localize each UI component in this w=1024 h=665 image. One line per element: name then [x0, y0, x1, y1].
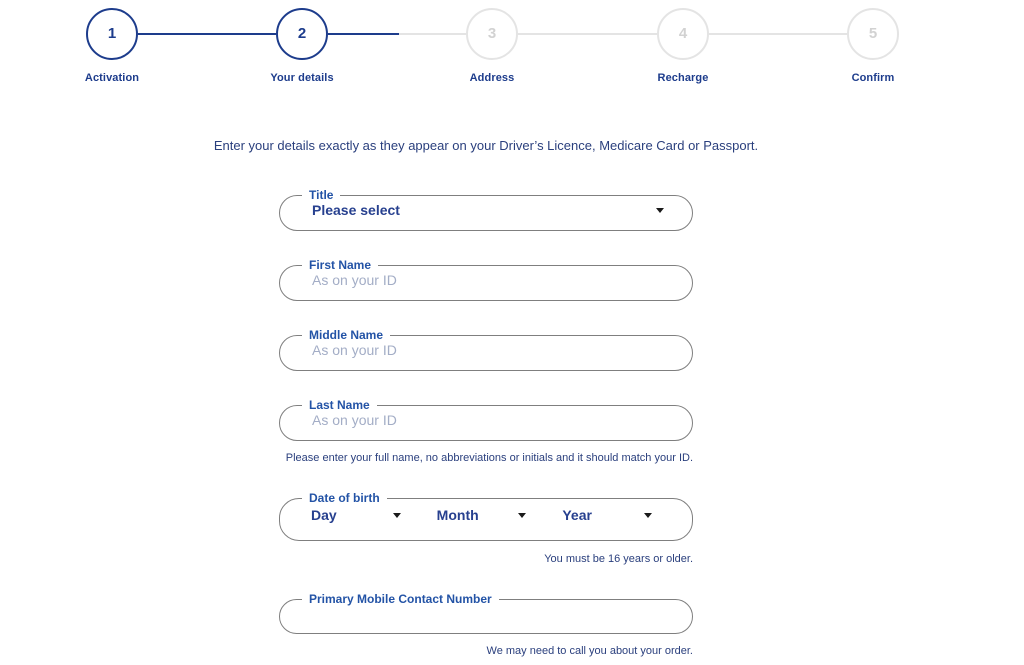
step-3-label: Address — [469, 72, 515, 84]
middle-name-input[interactable] — [312, 342, 664, 358]
first-name-input[interactable] — [312, 272, 664, 288]
intro-text: Enter your details exactly as they appear on your Driver’s Licence, Medicare Card or Passport. — [213, 138, 759, 153]
dob-day-value: Day — [311, 507, 337, 523]
call-note: We may need to call you about your order. — [486, 645, 693, 657]
title-field — [279, 189, 693, 231]
step-activation — [57, 8, 167, 84]
middle-name-field — [279, 329, 693, 371]
full-name-note: Please enter your full name, no abbreviations or initials and it should match your ID. — [285, 452, 693, 464]
last-name-field — [279, 399, 693, 441]
title-selected-value: Please select — [312, 202, 400, 218]
title-label: Title — [309, 188, 334, 202]
last-name-label: Last Name — [309, 398, 370, 412]
step-5-circle[interactable]: 5 — [847, 8, 899, 60]
step-1-circle[interactable]: 1 — [86, 8, 138, 60]
first-name-field — [279, 259, 693, 301]
step-4-circle[interactable]: 4 — [657, 8, 709, 60]
progress-stepper — [0, 0, 1024, 100]
step-address — [437, 8, 547, 84]
age-note: You must be 16 years or older. — [544, 553, 693, 565]
mobile-field — [279, 593, 693, 634]
step-1-label: Activation — [84, 72, 140, 84]
middle-name-label: Middle Name — [309, 328, 384, 342]
chevron-down-icon — [644, 513, 652, 518]
mobile-input[interactable] — [312, 606, 664, 622]
step-5-label: Confirm — [851, 72, 895, 84]
step-3-circle[interactable]: 3 — [466, 8, 518, 60]
first-name-label: First Name — [309, 258, 372, 272]
dob-year-value: Year — [562, 507, 592, 523]
step-2-label: Your details — [270, 72, 334, 84]
dob-month-value: Month — [436, 507, 479, 523]
dob-field — [279, 492, 693, 541]
step-2-circle[interactable]: 2 — [276, 8, 328, 60]
step-4-label: Recharge — [657, 72, 709, 84]
chevron-down-icon — [518, 513, 526, 518]
title-select[interactable] — [280, 201, 692, 224]
step-recharge — [628, 8, 738, 84]
dob-month-select[interactable] — [437, 507, 541, 523]
last-name-input[interactable] — [312, 412, 664, 428]
chevron-down-icon — [656, 208, 664, 213]
dob-label: Date of birth — [309, 491, 380, 505]
step-confirm — [818, 8, 928, 84]
dob-day-select[interactable] — [311, 507, 415, 523]
step-your-details — [247, 8, 357, 84]
dob-year-select[interactable] — [562, 507, 666, 523]
mobile-label: Primary Mobile Contact Number — [309, 592, 492, 606]
chevron-down-icon — [393, 513, 401, 518]
